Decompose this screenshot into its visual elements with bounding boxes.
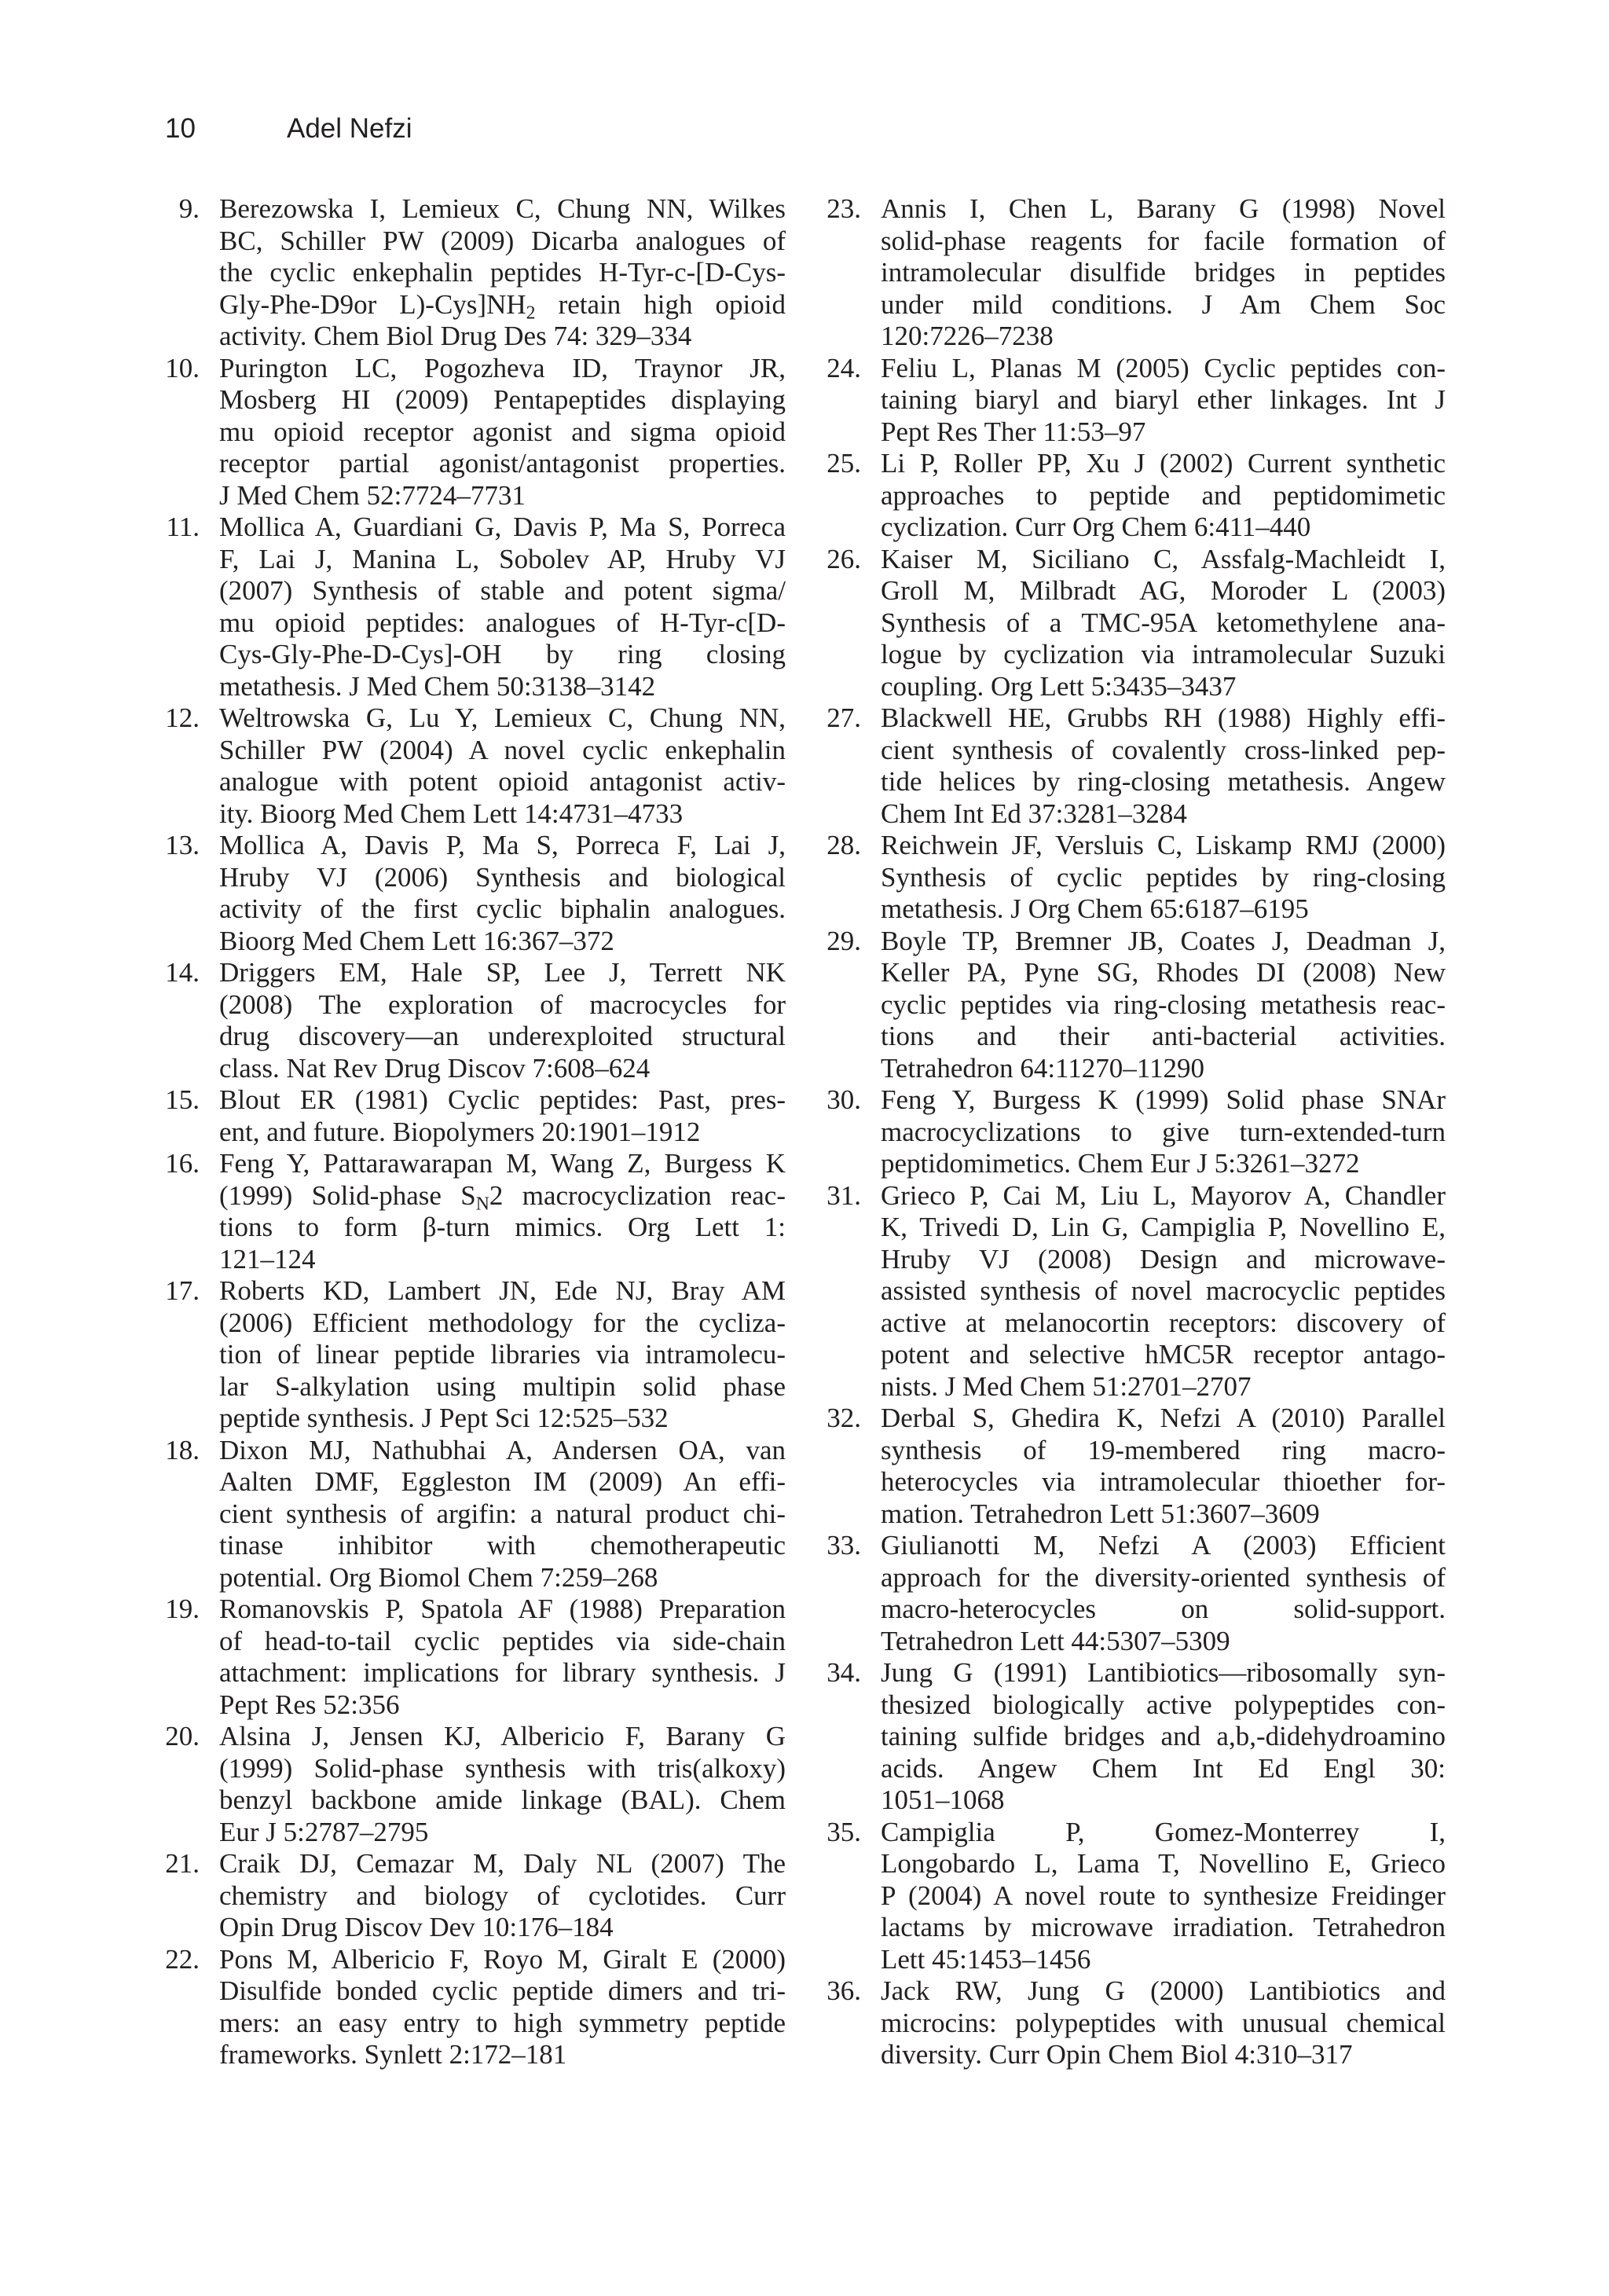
reference-line: Mollica A, Davis P, Ma S, Porreca F, Lai J, (219, 830, 786, 860)
reference-line: chemistry and biology of cyclotides. Curr (219, 1880, 786, 1911)
reference-number: 23. (826, 193, 861, 224)
reference-line: coupling. Org Lett 5:3435–3437 (881, 670, 1237, 702)
reference-entry (165, 702, 786, 830)
reference-line: drug discovery—an underexploited structural (219, 1021, 786, 1051)
reference-column-right (826, 193, 1446, 2071)
subscript-text: 2 (526, 303, 536, 324)
reference-line: macro-heterocycles on solid-support. (881, 1594, 1446, 1624)
reference-number: 19. (165, 1594, 200, 1624)
reference-line: Purington LC, Pogozheva ID, Traynor JR, (219, 352, 786, 383)
reference-line: Synthesis of a TMC-95A ketomethylene ana- (881, 607, 1446, 638)
reference-number: 28. (826, 830, 861, 860)
reference-entry (826, 1816, 1446, 1976)
reference-line: Hruby VJ (2008) Design and microwave- (881, 1243, 1446, 1275)
reference-line: frameworks. Synlett 2:172–181 (219, 2039, 567, 2070)
reference-line: ity. Bioorg Med Chem Lett 14:4731–4733 (219, 798, 684, 829)
reference-line: Mollica A, Guardiani G, Davis P, Ma S, Porreca (219, 512, 786, 542)
reference-line: taining biaryl and biaryl ether linkages. Int J (881, 384, 1446, 415)
reference-line: ent, and future. Biopolymers 20:1901–1912 (219, 1116, 701, 1147)
running-header (0, 112, 1609, 145)
reference-line: metathesis. J Org Chem 65:6187–6195 (881, 893, 1309, 924)
reference-line: diversity. Curr Opin Chem Biol 4:310–317 (881, 2039, 1353, 2070)
reference-line: Blout ER (1981) Cyclic peptides: Past, pres- (219, 1084, 786, 1115)
reference-line: receptor partial agonist/antagonist properties. (219, 448, 786, 479)
reference-line: of head-to-tail cyclic peptides via side-chain (219, 1625, 786, 1656)
reference-line: P (2004) A novel route to synthesize Freidinger (881, 1880, 1446, 1911)
reference-line: Roberts KD, Lambert JN, Ede NJ, Bray AM (219, 1275, 786, 1306)
reference-entry (826, 352, 1446, 449)
reference-line: Jack RW, Jung G (2000) Lantibiotics and (881, 1975, 1446, 2006)
reference-entry (165, 352, 786, 512)
reference-text: 2 macrocyclization reac- (489, 1179, 786, 1211)
reference-line: Weltrowska G, Lu Y, Lemieux C, Chung NN, (219, 702, 786, 733)
reference-line: logue by cyclization via intramolecular Suzuki (881, 639, 1446, 669)
reference-number: 24. (826, 352, 861, 383)
reference-line: Schiller PW (2004) A novel cyclic enkephalin (219, 734, 786, 765)
reference-line (219, 1179, 786, 1215)
reference-text: (1999) Solid-phase S (219, 1179, 476, 1211)
reference-line: Pept Res 52:356 (219, 1689, 400, 1720)
reference-line: Boyle TP, Bremner JB, Coates J, Deadman J, (881, 925, 1446, 956)
reference-line: mation. Tetrahedron Lett 51:3607–3609 (881, 1498, 1320, 1529)
reference-line: cyclization. Curr Org Chem 6:411–440 (881, 512, 1311, 542)
reference-line: Dixon MJ, Nathubhai A, Andersen OA, van (219, 1434, 786, 1465)
reference-line: Hruby VJ (2006) Synthesis and biological (219, 861, 786, 893)
reference-line: K, Trivedi D, Lin G, Campiglia P, Novellino E, (881, 1212, 1446, 1242)
reference-line: (2006) Efficient methodology for the cycliza- (219, 1307, 786, 1338)
reference-entry (165, 1148, 786, 1275)
reference-entry (178, 193, 786, 353)
reference-line: approach for the diversity-oriented synthesis of (881, 1561, 1446, 1593)
reference-entry (826, 448, 1446, 544)
reference-line: Tetrahedron Lett 44:5307–5309 (881, 1625, 1230, 1656)
reference-number: 16. (165, 1148, 200, 1179)
reference-entry (165, 830, 786, 957)
reference-number: 35. (826, 1816, 861, 1847)
reference-number: 30. (826, 1084, 861, 1115)
reference-line: thesized biologically active polypeptides con- (881, 1689, 1446, 1720)
reference-line: tide helices by ring-closing metathesis. Angew (881, 766, 1446, 797)
reference-line: mers: an easy entry to high symmetry peptide (219, 2007, 786, 2038)
reference-number: 13. (165, 830, 200, 860)
reference-line: Driggers EM, Hale SP, Lee J, Terrett NK (219, 957, 786, 988)
reference-entry (165, 1084, 786, 1148)
reference-entry (165, 1721, 786, 1848)
reference-entry (826, 193, 1446, 353)
reference-line: Romanovskis P, Spatola AF (1988) Preparation (219, 1594, 786, 1624)
reference-line: Opin Drug Discov Dev 10:176–184 (219, 1912, 614, 1942)
reference-line: Reichwein JF, Versluis C, Liskamp RMJ (2000) (881, 830, 1446, 860)
reference-line: potent and selective hMC5R receptor antago- (881, 1339, 1446, 1370)
reference-line: Blackwell HE, Grubbs RH (1988) Highly effi- (881, 702, 1446, 733)
reference-number: 32. (826, 1403, 861, 1433)
reference-number: 21. (165, 1848, 200, 1879)
reference-line: 1051–1068 (881, 1784, 1005, 1815)
reference-line: Annis I, Chen L, Barany G (1998) Novel (881, 193, 1446, 224)
reference-number: 33. (826, 1530, 861, 1561)
reference-line: analogue with potent opioid antagonist activ- (219, 766, 786, 797)
reference-line: Eur J 5:2787–2795 (219, 1816, 429, 1847)
reference-entry (826, 1530, 1446, 1657)
reference-number: 14. (165, 957, 200, 988)
reference-line: cient synthesis of covalently cross-linked pep- (881, 734, 1446, 765)
reference-line: 120:7226–7238 (881, 321, 1054, 351)
reference-line: Cys-Gly-Phe-D-Cys]-OH by ring closing (219, 639, 786, 669)
reference-entry (165, 1434, 786, 1594)
page-number: 10 (165, 113, 196, 144)
reference-line: Kaiser M, Siciliano C, Assfalg-Machleidt I, (881, 543, 1446, 574)
reference-entry (826, 1179, 1446, 1403)
reference-number: 18. (165, 1434, 200, 1465)
reference-line: potential. Org Biomol Chem 7:259–268 (219, 1561, 658, 1593)
reference-number: 12. (165, 702, 200, 733)
reference-line: Craik DJ, Cemazar M, Daly NL (2007) The (219, 1848, 786, 1879)
reference-line: F, Lai J, Manina L, Sobolev AP, Hruby VJ (219, 543, 786, 574)
reference-number: 25. (826, 448, 861, 479)
reference-line: assisted synthesis of novel macrocyclic peptides (881, 1275, 1446, 1306)
reference-line: BC, Schiller PW (2009) Dicarba analogues of (219, 225, 786, 256)
reference-entry (826, 925, 1446, 1085)
reference-line: cyclic peptides via ring-closing metathesis reac- (881, 988, 1446, 1020)
reference-number: 26. (826, 543, 861, 574)
reference-line: Keller PA, Pyne SG, Rhodes DI (2008) New (881, 957, 1446, 988)
reference-number: 36. (826, 1975, 861, 2006)
reference-line: Campiglia P, Gomez-Monterrey I, (881, 1816, 1446, 1847)
reference-line: Derbal S, Ghedira K, Nefzi A (2010) Parallel (881, 1403, 1446, 1433)
reference-line: mu opioid peptides: analogues of H-Tyr-c[D- (219, 607, 786, 638)
reference-line: 121–124 (219, 1243, 316, 1275)
reference-number: 27. (826, 702, 861, 733)
reference-line: tion of linear peptide libraries via intramolecu- (219, 1339, 786, 1370)
reference-entry (165, 1275, 786, 1435)
reference-line: acids. Angew Chem Int Ed Engl 30: (881, 1752, 1446, 1784)
reference-entry (826, 1084, 1446, 1180)
reference-entry (165, 1943, 786, 2071)
reference-column-left (165, 193, 786, 2071)
reference-line: the cyclic enkephalin peptides H-Tyr-c-[D-Cys- (219, 257, 786, 288)
reference-line: benzyl backbone amide linkage (BAL). Chem (219, 1784, 786, 1815)
reference-entry (826, 830, 1446, 926)
reference-entry (826, 1403, 1446, 1530)
reference-line: heterocycles via intramolecular thioether for- (881, 1466, 1446, 1497)
reference-line: under mild conditions. J Am Chem Soc (881, 288, 1446, 320)
reference-line: Li P, Roller PP, Xu J (2002) Current synthetic (881, 448, 1446, 479)
reference-line: activity. Chem Biol Drug Des 74: 329–334 (219, 321, 692, 351)
reference-line: Bioorg Med Chem Lett 16:367–372 (219, 925, 614, 956)
reference-number: 31. (826, 1179, 861, 1211)
reference-line: Pons M, Albericio F, Royo M, Giralt E (2000) (219, 1943, 786, 1975)
subscript-text: N (475, 1194, 489, 1215)
reference-line: J Med Chem 52:7724–7731 (219, 479, 526, 511)
reference-line: (2008) The exploration of macrocycles for (219, 988, 786, 1020)
reference-entry (826, 702, 1446, 830)
reference-entry (826, 543, 1446, 703)
reference-entry (165, 1848, 786, 1944)
reference-entry (826, 1657, 1446, 1817)
reference-line: cient synthesis of argifin: a natural product chi- (219, 1498, 786, 1529)
reference-entry (826, 1975, 1446, 2071)
reference-line: Synthesis of cyclic peptides by ring-closing (881, 861, 1446, 893)
reference-line: peptide synthesis. J Pept Sci 12:525–532 (219, 1403, 669, 1433)
reference-line: Longobardo L, Lama T, Novellino E, Grieco (881, 1848, 1446, 1879)
reference-line: attachment: implications for library synthesis. J (219, 1657, 786, 1688)
reference-line: active at melanocortin receptors: discovery of (881, 1307, 1446, 1338)
reference-line: Feng Y, Pattarawarapan M, Wang Z, Burgess K (219, 1148, 786, 1179)
reference-number: 10. (165, 352, 200, 383)
reference-line: tions to form β-turn mimics. Org Lett 1: (219, 1212, 786, 1242)
reference-number: 22. (165, 1943, 200, 1975)
reference-line: Lett 45:1453–1456 (881, 1943, 1091, 1975)
reference-line: tions and their anti-bacterial activities. (881, 1021, 1446, 1051)
reference-line: activity of the first cyclic biphalin analogues. (219, 893, 786, 924)
reference-line: Aalten DMF, Eggleston IM (2009) An effi- (219, 1466, 786, 1497)
reference-line: Pept Res Ther 11:53–97 (881, 416, 1146, 447)
reference-entry (165, 1594, 786, 1721)
reference-line: synthesis of 19-membered ring macro- (881, 1434, 1446, 1465)
reference-line: class. Nat Rev Drug Discov 7:608–624 (219, 1052, 651, 1084)
reference-line: lactams by microwave irradiation. Tetrahedron (881, 1912, 1446, 1942)
reference-line: Jung G (1991) Lantibiotics—ribosomally syn- (881, 1657, 1446, 1688)
reference-number: 15. (165, 1084, 200, 1115)
reference-number: 20. (165, 1721, 200, 1751)
reference-number: 9. (178, 193, 200, 224)
reference-line: approaches to peptide and peptidomimetic (881, 479, 1446, 511)
reference-line: Grieco P, Cai M, Liu L, Mayorov A, Chandler (881, 1179, 1446, 1211)
reference-number: 11. (166, 512, 200, 542)
reference-line: peptidomimetics. Chem Eur J 5:3261–3272 (881, 1148, 1360, 1179)
reference-line: Mosberg HI (2009) Pentapeptides displaying (219, 384, 786, 415)
reference-number: 34. (826, 1657, 861, 1688)
reference-line: Feliu L, Planas M (2005) Cyclic peptides con- (881, 352, 1446, 383)
reference-number: 17. (165, 1275, 200, 1306)
reference-text: retain high opioid (535, 288, 786, 320)
reference-line: Alsina J, Jensen KJ, Albericio F, Barany G (219, 1721, 786, 1751)
reference-line: Feng Y, Burgess K (1999) Solid phase SNAr (881, 1084, 1446, 1115)
reference-line: intramolecular disulfide bridges in peptides (881, 257, 1446, 288)
reference-line: Chem Int Ed 37:3281–3284 (881, 798, 1187, 829)
reference-line: metathesis. J Med Chem 50:3138–3142 (219, 670, 656, 702)
reference-line: solid-phase reagents for facile formation of (881, 225, 1446, 256)
reference-line: (2007) Synthesis of stable and potent sigma/ (219, 575, 786, 606)
reference-line: Berezowska I, Lemieux C, Chung NN, Wilkes (219, 193, 786, 224)
reference-line: microcins: polypeptides with unusual chemical (881, 2007, 1446, 2038)
reference-line: (1999) Solid-phase synthesis with tris(alkoxy) (219, 1752, 786, 1784)
reference-entry (165, 957, 786, 1084)
reference-line: tinase inhibitor with chemotherapeutic (219, 1530, 786, 1561)
reference-line: lar S-alkylation using multipin solid phase (219, 1370, 786, 1402)
reference-line: Disulfide bonded cyclic peptide dimers and tri- (219, 1975, 786, 2006)
reference-line: Giulianotti M, Nefzi A (2003) Efficient (881, 1530, 1446, 1561)
running-header-author: Adel Nefzi (287, 113, 412, 144)
reference-line: Tetrahedron 64:11270–11290 (881, 1052, 1204, 1084)
reference-number: 29. (826, 925, 861, 956)
reference-line: nists. J Med Chem 51:2701–2707 (881, 1370, 1252, 1402)
reference-line: mu opioid receptor agonist and sigma opioid (219, 416, 786, 447)
reference-entry (166, 512, 786, 702)
reference-line: taining sulfide bridges and a,b,-didehydroamino (881, 1721, 1446, 1751)
reference-line: macrocyclizations to give turn-extended-turn (881, 1116, 1446, 1147)
reference-text: Gly-Phe-D9or L)-Cys]NH (219, 288, 526, 320)
reference-line (219, 288, 786, 324)
reference-line: Groll M, Milbradt AG, Moroder L (2003) (881, 575, 1446, 606)
